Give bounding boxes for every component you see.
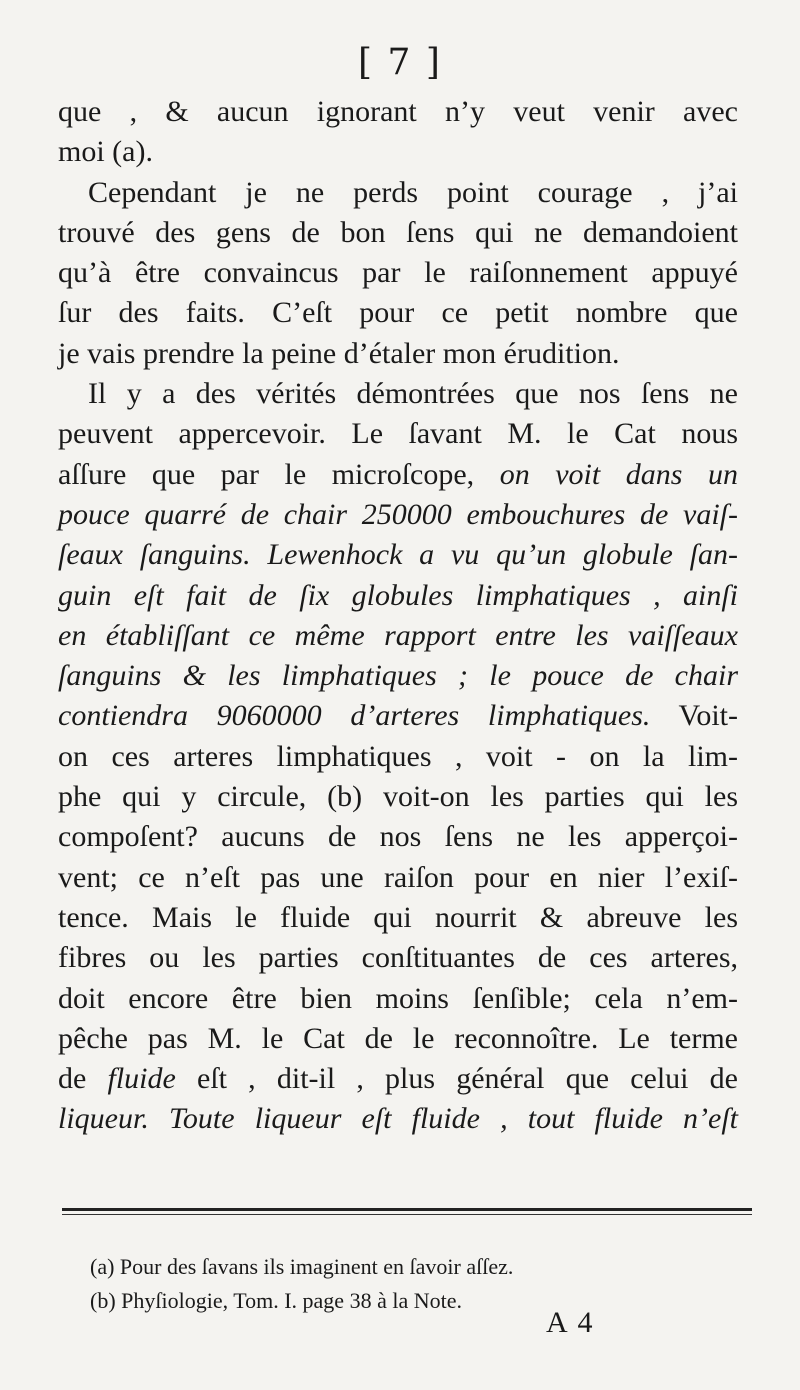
italic-text: ſeaux ſanguins. xyxy=(58,538,268,572)
line-text: aſſure que par le microſcope, xyxy=(58,457,500,491)
italic-text: Toute liqueur eſt fluide , tout fluide n’eſt xyxy=(148,1102,738,1136)
text-line xyxy=(58,938,738,978)
body-text xyxy=(58,92,738,1140)
text-line xyxy=(58,656,738,696)
text-line xyxy=(58,817,738,857)
line-text: trouvé des gens de bon ſens qui ne demandoient xyxy=(58,215,738,249)
footnote-b: (b) Phyſiologie, Tom. I. page 38 à la Note. xyxy=(90,1288,462,1313)
text-line xyxy=(58,132,738,172)
line-text: Il y a des vérités démontrées que nos ſens ne xyxy=(88,377,738,411)
line-text: que , & aucun ignorant n’y veut venir avec xyxy=(58,95,738,128)
footnote-a: (a) Pour des ſavans ils imaginent en ſavoir aſſez. xyxy=(90,1254,514,1279)
text-line xyxy=(58,777,738,817)
text-line xyxy=(58,1059,738,1099)
text-line xyxy=(58,696,738,736)
line-text: qu’à être convaincus par le raiſonnement appuyé xyxy=(58,256,738,290)
line-text: Cependant je ne perds point courage , j’ai xyxy=(88,175,738,209)
text-line xyxy=(58,616,738,656)
text-line xyxy=(58,858,738,898)
italic-text: ſanguins & les limphatiques ; le pouce de chair xyxy=(58,659,738,693)
line-text: pêche pas M. le Cat de le reconnoître. Le terme xyxy=(58,1021,738,1055)
footnote-divider xyxy=(62,1208,752,1211)
text-line xyxy=(58,334,738,374)
italic-text: liqueur. xyxy=(58,1102,149,1136)
italic-text: Lewenhock a vu qu’un globule ſan- xyxy=(267,538,739,572)
line-text: de xyxy=(58,1062,108,1096)
text-line xyxy=(58,576,738,616)
text-line xyxy=(58,1099,738,1139)
line-text: doit encore être bien moins ſenſible; cela n’em- xyxy=(58,981,738,1015)
line-text: fibres ou les parties conſtituantes de ces arteres, xyxy=(58,941,738,975)
text-line xyxy=(58,898,738,938)
line-text: phe qui y circule, (b) voit-on les parties qui les xyxy=(58,780,738,814)
text-line xyxy=(58,737,738,777)
footnote-divider-thin xyxy=(62,1214,752,1215)
text-line xyxy=(58,213,738,253)
text-line xyxy=(58,253,738,293)
text-line xyxy=(58,495,738,535)
line-text: je vais prendre la peine d’étaler mon érudition. xyxy=(58,336,620,370)
line-text: compoſent? aucuns de nos ſens ne les apperçoi- xyxy=(58,820,738,854)
text-line xyxy=(58,979,738,1019)
signature-mark: A 4 xyxy=(546,1306,595,1339)
italic-text: en établiſſant ce même rapport entre les vaiſſeaux xyxy=(58,618,738,652)
line-text: peuvent appercevoir. Le ſavant M. le Cat nous xyxy=(58,417,738,451)
text-line xyxy=(58,455,738,495)
text-line xyxy=(58,1019,738,1059)
text-line xyxy=(58,173,738,213)
text-line xyxy=(58,535,738,575)
text-line xyxy=(58,374,738,414)
line-text: vent; ce n’eſt pas une raiſon pour en nier l’exiſ- xyxy=(58,860,738,894)
line-text: moi (a). xyxy=(58,135,153,169)
line-text: eſt , dit-il , plus général que celui de xyxy=(175,1062,738,1096)
line-text: Voit- xyxy=(650,699,738,733)
text-line xyxy=(58,92,738,132)
line-text: on ces arteres limphatiques , voit - on la lim- xyxy=(58,739,738,773)
text-line xyxy=(58,414,738,454)
page-number: [ 7 ] xyxy=(358,42,442,83)
text-line xyxy=(58,293,738,333)
italic-text: contiendra 9060000 d’arteres limphatiques. xyxy=(58,699,651,733)
italic-text: guin eſt fait de ſix globules limphatiques , ainſi xyxy=(58,578,738,612)
line-text: ſur des faits. C’eſt pour ce petit nombre que xyxy=(58,296,738,330)
italic-text: on voit dans un xyxy=(499,457,738,491)
italic-text: fluide xyxy=(107,1062,176,1096)
italic-text: pouce quarré de chair 250000 embouchures de vaiſ- xyxy=(58,497,738,531)
line-text: tence. Mais le fluide qui nourrit & abreuve les xyxy=(58,900,738,934)
